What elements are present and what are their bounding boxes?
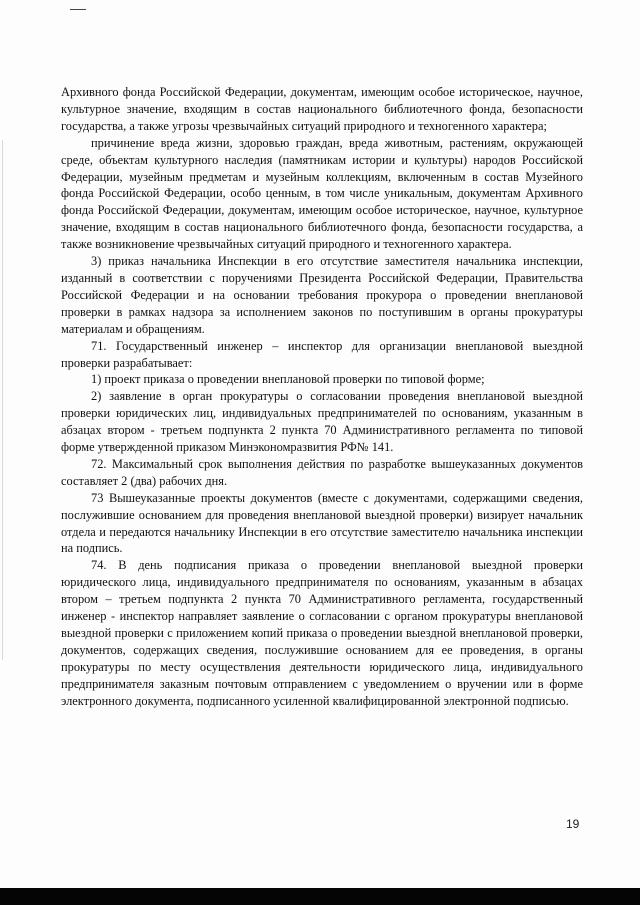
paragraph-item-3: 3) приказ начальника Инспекции в его отсутствие заместителя начальника инспекции, изданный в соответствии с поручениями Президента Российской Федерации, Правительства Российской Федерации и на основании требования прокурора о проведении внеплановой проверки в рамках надзора за исполнением законов по поступившим в органы прокуратуры материалам и обращениям. xyxy=(61,254,583,336)
paragraph-74: 74. В день подписания приказа о проведении внеплановой выездной проверки юридического лица, индивидуального предпринимателя по основаниям, указанным в абзацах втором – третьем подпункта 2 пункта 70 Административного регламента, государственный инженер - инспектор направляет заявление о согласовании с органом прокуратуры внеплановой выездной проверки с приложением копий приказа о проведении выездной внеплановой проверки, документов, содержащих сведения, послужившие основанием для ее проведения, в органы прокуратуры по месту осуществления деятельности юридического лица, индивидуального предпринимателя заказным почтовым отправлением с уведомлением о вручении или в форме электронного документа, подписанного усиленной квалифицированной электронной подписью. xyxy=(61,558,583,708)
paragraph-71-item-1: 1) проект приказа о проведении внеплановой проверки по типовой форме; xyxy=(91,372,485,387)
paragraph-73: 73 Вышеуказанные проекты документов (вместе с документами, содержащими сведения, послужившие основанием для проведения внеплановой выездной проверки) визирует начальник отдела и передаются начальнику Инспекции в его отсутствие заместителю начальника инспекции на подпись. xyxy=(61,490,583,556)
document-body xyxy=(61,84,583,710)
paragraph-71: 71. Государственный инженер – инспектор для организации внеплановой выездной проверки разрабатывает: xyxy=(61,338,583,370)
page-number: 19 xyxy=(566,817,580,831)
paragraph-continuation: Архивного фонда Российской Федерации, документам, имеющим особое историческое, научное, культурное значение, входящим в состав национального библиотечного фонда, безопасности государства, а также угрозы чрезвычайных ситуаций природного и техногенного характера; xyxy=(61,85,583,133)
paragraph-71-item-2: 2) заявление в орган прокуратуры о согласовании проведения внеплановой выездной проверки юридических лиц, индивидуальных предпринимателей по основаниям, указанным в абзацах втором - третьем подпункта 2 пункта 70 Административного регламента по типовой форме утвержденной приказом Минэкономразвития РФ№ 141. xyxy=(61,389,583,455)
paragraph-72: 72. Максимальный срок выполнения действия по разработке вышеуказанных документов составляет 2 (два) рабочих дня. xyxy=(61,456,583,488)
scan-margin-line xyxy=(2,140,3,660)
paragraph-harm: причинение вреда жизни, здоровью граждан, вреда животным, растениям, окружающей среде, объектам культурного наследия (памятникам истории и культуры) народов Российской Федерации, музейным предметам и музейным коллекциям, включенным в состав Музейного фонда Российской Федерации, особо ценным, в том числе уникальным, документам Архивного фонда Российской Федерации, документам, имеющим особое историческое, научное, культурное значение, входящим в состав национального библиотечного фонда, безопасности государства, а также возникновение чрезвычайных ситуаций природного и техногенного характера. xyxy=(61,135,583,252)
scan-bottom-edge xyxy=(0,888,640,905)
top-margin-mark xyxy=(70,9,86,10)
